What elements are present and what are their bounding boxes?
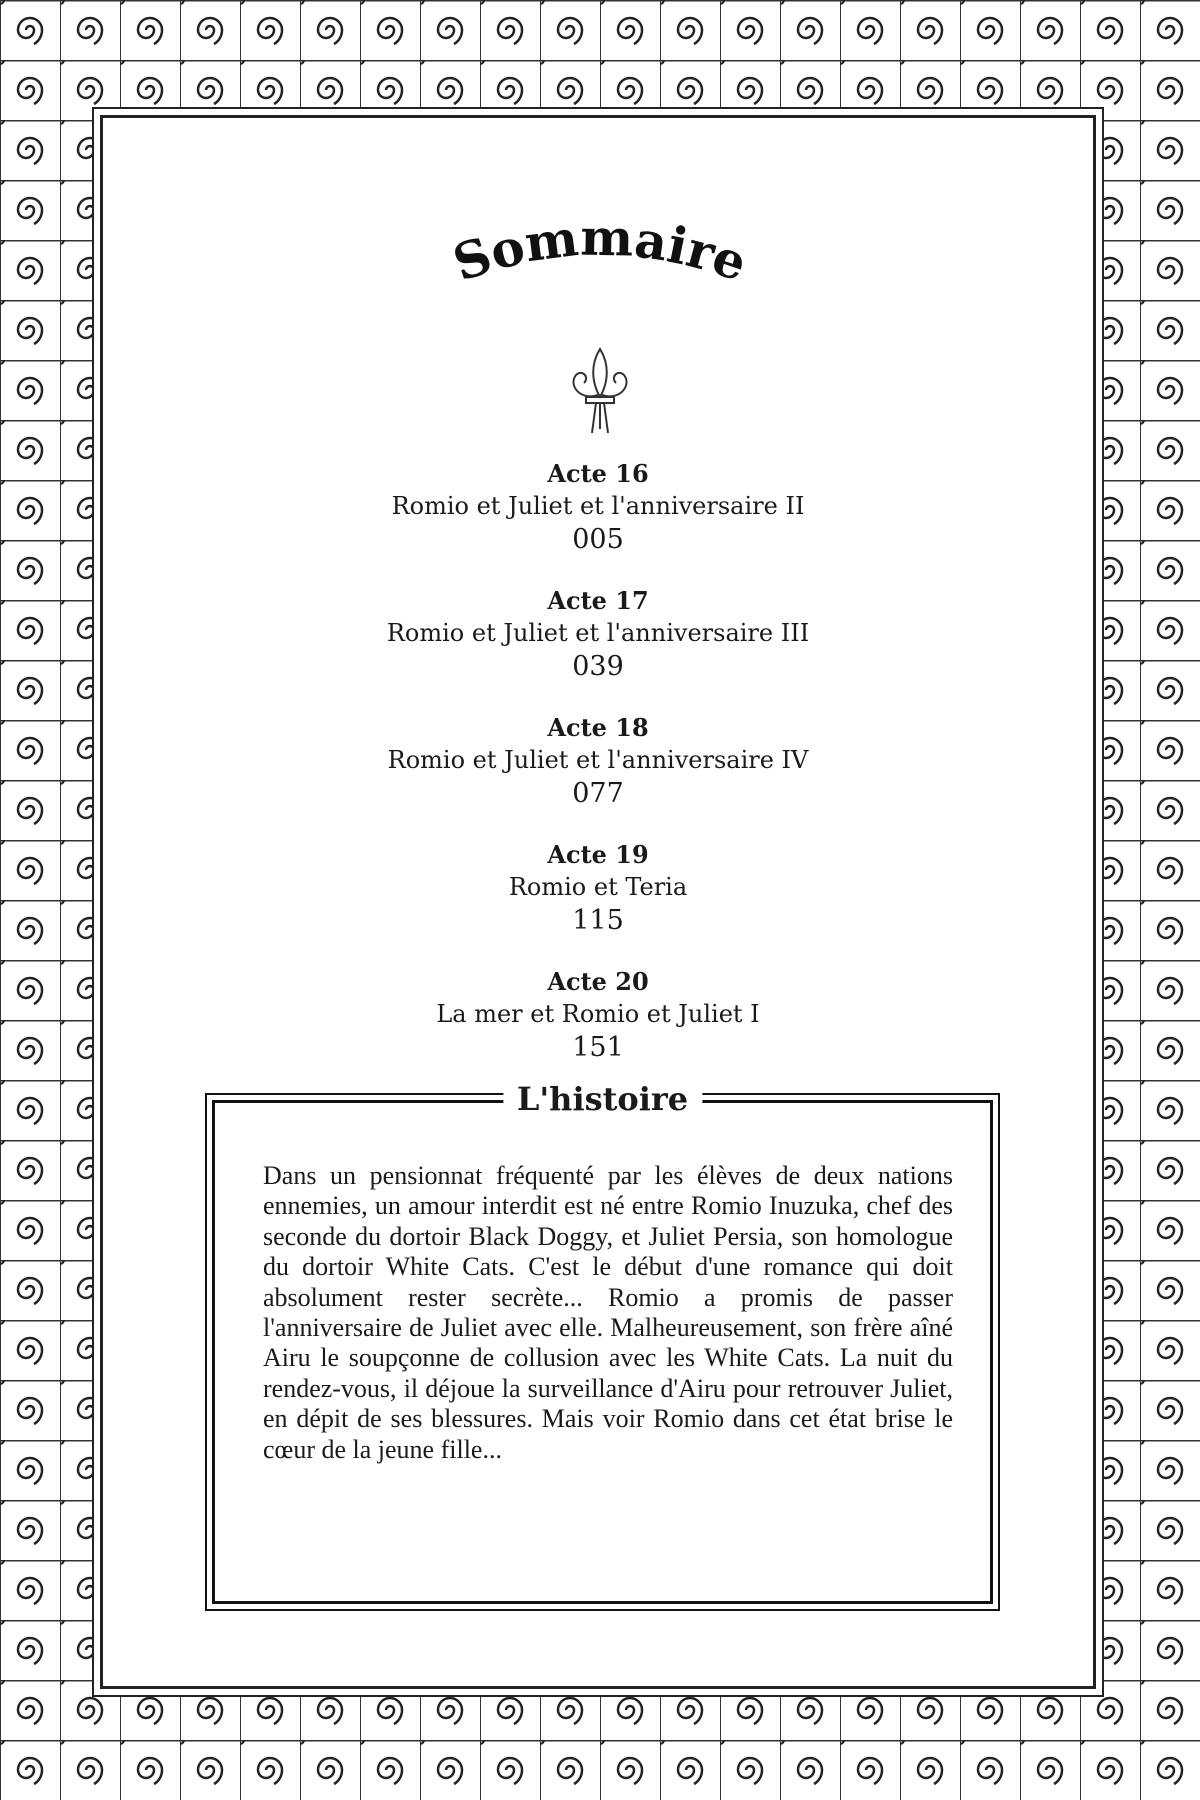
toc-entry[interactable] — [100, 585, 1096, 712]
page-number: 039 — [572, 651, 624, 682]
svg-text:Sommaire — [446, 208, 755, 293]
act-number: Acte 18 — [547, 713, 649, 742]
story-heading: L'histoire — [503, 1077, 702, 1121]
fleur-de-lis-icon — [560, 345, 640, 437]
story-summary: Dans un pensionnat fréquenté par les élèves de deux nations ennemies, un amour interdit est né entre Romio Inuzuka, chef des seconde du dortoir Black Doggy, et Juliet Persia, son homologue du dortoir White Cats. C'est le début d'une romance qui doit absolument rester secrète... Romio a promis de passer l'anniversaire de Juliet avec elle. Malheureusement, son frère aîné Airu le soupçonne de collusion avec les White Cats. La nuit du rendez-vous, il déjoue la surveillance d'Airu pour retrouver Juliet, en dépit de ses blessures. Mais voir Romio dans cet état brise le cœur de la jeune fille... — [263, 1161, 953, 1464]
page-title — [350, 200, 850, 320]
toc-entry[interactable] — [100, 839, 1096, 966]
page-number: 005 — [572, 524, 624, 555]
story-box — [212, 1080, 993, 1604]
act-number: Acte 16 — [547, 459, 649, 488]
act-title: La mer et Romio et Juliet I — [436, 1000, 760, 1028]
page-number: 077 — [572, 778, 624, 809]
page-number: 151 — [572, 1032, 624, 1063]
act-title: Romio et Teria — [508, 873, 688, 901]
act-number: Acte 20 — [547, 967, 649, 996]
act-title: Romio et Juliet et l'anniversaire II — [391, 492, 805, 520]
table-of-contents — [100, 458, 1096, 1093]
toc-entry[interactable] — [100, 966, 1096, 1093]
act-title: Romio et Juliet et l'anniversaire III — [386, 619, 810, 647]
act-number: Acte 17 — [547, 586, 649, 615]
title-text: Sommaire — [445, 207, 755, 293]
toc-entry[interactable] — [100, 712, 1096, 839]
page-number: 115 — [572, 905, 624, 936]
act-title: Romio et Juliet et l'anniversaire IV — [387, 746, 809, 774]
act-number: Acte 19 — [547, 840, 649, 869]
toc-entry[interactable] — [100, 458, 1096, 585]
